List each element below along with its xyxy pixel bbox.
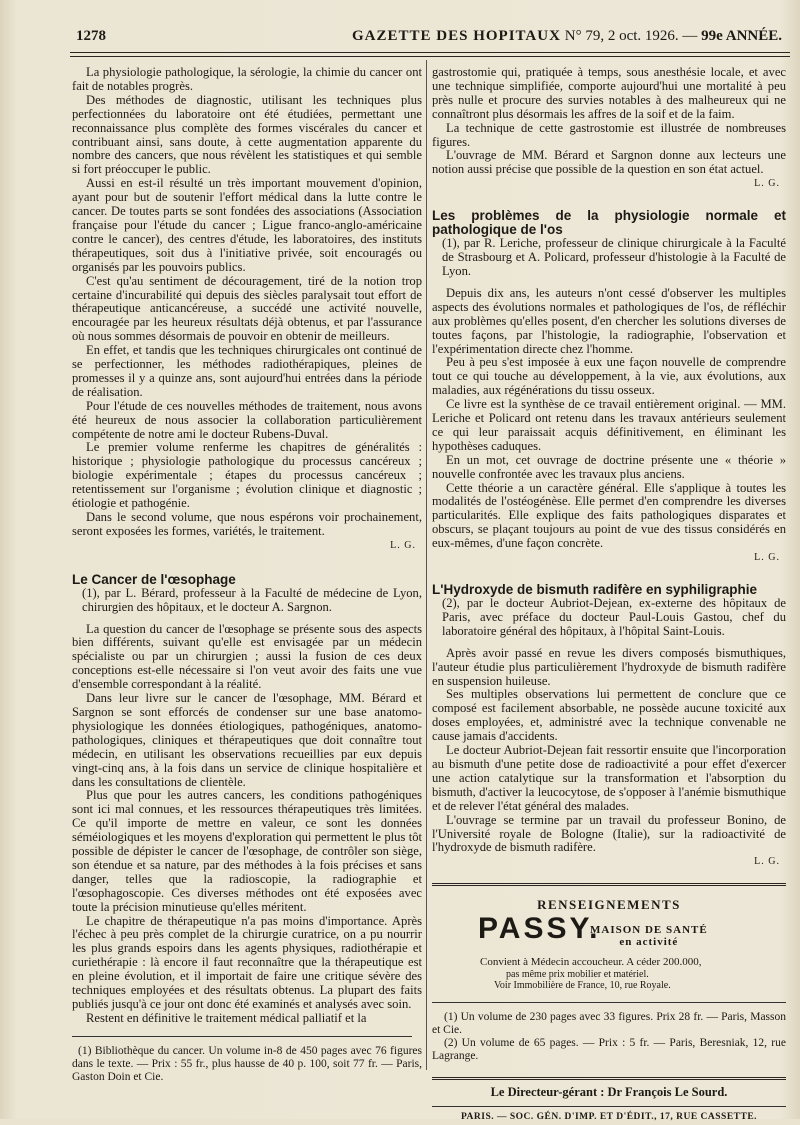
- article-paragraph: Ses multiples observations lui permettent de conclure que ce composé est facilement absorbable, ne possède aucune toxicité aux doses employées, et, administré avec la technique convenable ne cause jamais d'accidents.: [432, 687, 786, 744]
- article-paragraph: Depuis dix ans, les auteurs n'ont cessé d'observer les multiples aspects des évolutions normales et pathologiques de l'os, de réfléchir aux problèmes qu'elles posent, d'en chercher les solutions diverses de toutes façons, par l'histologie, la radiographie, l'observation et l'expérimentation directe chez l'homme.: [432, 285, 786, 356]
- ad-line: Voir Immobilière de France, 10, rue Royale.: [494, 980, 671, 992]
- article-paragraph: Dans leur livre sur le cancer de l'œsophage, MM. Bérard et Sargnon se sont efforcés de condenser sur une base anatomo-physiologique les données étiologiques, pathogéniques, anatomo-pathologiques, cliniques et thérapeutiques que doit connaître tout médecin, en utilisant les observations recueillies par eux depuis vingt-cinq ans, à la fois dans un service de clinique hospitalière et dans les consultations de clientèle.: [72, 691, 422, 789]
- header-rule-2: [70, 56, 790, 57]
- header-rule: [70, 52, 790, 53]
- intro-paragraph: C'est qu'au sentiment de découragement, tiré de la notion trop certaine d'incurabilité qui depuis des siècles paralysait tout effort de thérapeutique anticancéreuse, a succédé une activité nouvelle, encouragée par les heureux résultats déjà obtenus, et par l'assurance où nous sommes désormais de pouvoir en obtenir de meilleurs.: [72, 273, 422, 344]
- renseignements-heading: RENSEIGNEMENTS: [537, 897, 681, 913]
- intro-paragraph: Dans le second volume, que nous espérons voir prochainement, seront exposées les formes, variétés, le traitement.: [72, 510, 422, 538]
- ad-line: Convient à Médecin accoucheur. A céder 200.000,: [480, 956, 702, 969]
- article-byline: (1), par L. Bérard, professeur à la Faculté de médecine de Lyon, chirurgien des hôpitaux, et le docteur A. Sargnon.: [82, 585, 422, 614]
- article-title-lead: Les problèmes de la physiologie normale et pathologique de l'os: [432, 208, 786, 238]
- article-title-lead: Le Cancer de l'œsophage: [72, 571, 236, 587]
- references: [432, 1002, 786, 1063]
- ad-maison-title: MAISON DE SANTÉ: [590, 924, 708, 937]
- right-column: [432, 66, 786, 1125]
- column-divider: [426, 60, 427, 1070]
- ad-line: pas même prix mobilier et matériel.: [506, 969, 649, 981]
- article-byline: (2), par le docteur Aubriot-Dejean, ex-externe des hôpitaux de Paris, avec préface du docteur Paul-Louis Gastou, chef du laboratoire général des hôpitaux, à l'hôpital Saint-Louis.: [442, 596, 786, 638]
- footnote-rule: [72, 1036, 412, 1037]
- review-signature: L. G.: [754, 552, 780, 564]
- ad-maison: [590, 924, 708, 948]
- article-paragraph: Le chapitre de thérapeutique n'a pas moins d'importance. Après l'échec à peu près complet de la chirurgie curatrice, on a pu nourrir les plus grands espoirs dans les agents physiques, radiothérapie et curiethérapie : là encore il faut reconnaître que la thérapeutique est en pleine évolution, et il importait de faire une critique sévère des techniques employées et des résultats obtenus. La plupart des faits publiés jusqu'à ce jour ont donc été examinés et analysés avec soin.: [72, 913, 422, 1011]
- article-byline: (1), par R. Leriche, professeur de clinique chirurgicale à la Faculté de Strasbourg et A. Policard, professeur d'histologie à la Faculté de Lyon.: [442, 236, 786, 278]
- article-paragraph: L'ouvrage se termine par un travail du professeur Bonino, de l'Université royale de Bologne (Italie), sur la radioactivité de l'hydroxyde de bismuth radifère.: [432, 812, 786, 855]
- continuation-paragraph: L'ouvrage de MM. Bérard et Sargnon donne aux lecteurs une notion aussi précise que possible de la question en son état actuel.: [432, 148, 786, 177]
- reference-item: (1) Un volume de 230 pages avec 33 figures. Prix 28 fr. — Paris, Masson et Cie.: [432, 1011, 786, 1037]
- article-title-physiologie-os: [432, 209, 786, 237]
- article-title-cancer-oesophage: [72, 573, 422, 587]
- director-line: Le Directeur-gérant : Dr François Le Sourd.: [432, 1077, 786, 1100]
- continuation-paragraph: gastrostomie qui, pratiquée à temps, sous anesthésie locale, et avec une technique simplifiée, comporte aujourd'hui une mortalité à peu près nulle et procure des survies notables à des malheureux qui ne connaîtront plus désormais les affres de la soif et de la faim.: [432, 65, 786, 121]
- year-note: 99e ANNÉE.: [701, 28, 782, 44]
- article-paragraph: La question du cancer de l'œsophage se présente sous des aspects bien différents, suivant qu'elle est envisagée par un médecin spécialiste ou par un chirurgien ; aussi la fusion de ces deux conceptions est-elle nécessaire si l'on veut avoir des faits une vue d'ensemble correspondant à la réalité.: [72, 621, 422, 692]
- article-paragraph: Restent en définitive le traitement médical palliatif et la: [86, 1010, 367, 1025]
- spacer: [72, 553, 422, 573]
- reference-item: (2) Un volume de 65 pages. — Prix : 5 fr. — Paris, Beresniak, 12, rue Lagrange.: [432, 1037, 786, 1063]
- article-paragraph: Plus que pour les autres cancers, les conditions pathogéniques sont ici mal connues, et les ressources thérapeutiques très limitées. Ce qu'il importe de mettre en valeur, ce sont les données séméiologiques et les moyens d'exploration qui permettent le plus tôt possible de dépister le cancer de l'œsophage, de contrôler son siège, son étendue et sa nature, par des méthodes à la fois précises et sans danger, telles que la radioscopie, la radiographie et l'œsophagoscopie. Ces diverses méthodes ont été exposées avec toute la précision minutieuse qu'elles méritent.: [72, 788, 422, 914]
- review-signature: L. G.: [754, 856, 780, 868]
- review-signature: L. G.: [390, 539, 416, 551]
- classified-ad: [432, 912, 786, 996]
- review-signature: L. G.: [754, 178, 780, 190]
- intro-paragraph: Pour l'étude de ces nouvelles méthodes de traitement, nous avons été heureux de nous associer la collaboration particulièrement compétente de notre ami le docteur Rubens-Duval.: [72, 398, 422, 441]
- spacer: [432, 191, 786, 209]
- issue-info: [565, 28, 782, 45]
- spacer: [432, 565, 786, 583]
- intro-paragraph: Aussi en est-il résulté un très important mouvement d'opinion, ayant pour but de soutenir l'effort médical dans la lutte contre le cancer. De toutes parts se sont fondées des associations (Association française pour l'étude du cancer ; Ligue franco-anglo-américaine contre le cancer), des centres d'étude, les laboratoires, des instituts thérapeutiques, soit dus à l'initiative privée, soit encouragés ou organisés par les pouvoirs publics.: [72, 176, 422, 274]
- article-paragraph: En un mot, cet ouvrage de doctrine présente une « théorie » nouvelle confrontée avec les travaux plus anciens.: [432, 452, 786, 481]
- ad-activite: en activité: [619, 936, 679, 949]
- article-title-lead: L'Hydroxyde de bismuth radifère en syphiligraphie: [432, 582, 758, 597]
- page-header: [70, 28, 790, 50]
- intro-paragraph: En effet, et tandis que les techniques chirurgicales ont continué de se perfectionner, les méthodes radiothérapiques, pleines de promesses il y a quinze ans, sont aujourd'hui entrées dans la période de réalisation.: [72, 343, 422, 399]
- article-paragraph: Peu à peu s'est imposée à eux une façon nouvelle de comprendre tout ce qui touche au développement, à la vie, aux évolutions, aux maladies, aux régénérations du tissu osseux.: [432, 355, 786, 398]
- printer-line: PARIS. — SOC. GÉN. D'IMP. ET D'ÉDIT., 17, RUE CASSETTE.: [432, 1106, 786, 1125]
- article-paragraph: Après avoir passé en revue les divers composés bismuthiques, l'auteur étudie plus particulièrement l'hydroxyde de bismuth radifère en suspension huileuse.: [432, 645, 786, 688]
- section-rule: [432, 883, 786, 886]
- footnote-text: (1) Bibliothèque du cancer. Un volume in-8 de 450 pages avec 76 figures dans le texte. — Prix : 55 fr., plus hausse de 40 p. 100, soit 77 fr. — Paris, Gaston Doin et Cie.: [72, 1044, 422, 1083]
- issue-date: N° 79, 2 oct. 1926. —: [564, 28, 702, 44]
- left-column: [72, 66, 422, 1084]
- continuation-paragraph: La technique de cette gastrostomie est illustrée de nombreuses figures.: [432, 120, 786, 149]
- ad-brand: PASSY.: [478, 912, 601, 946]
- article-paragraph: Le docteur Aubriot-Dejean fait ressortir ensuite que l'incorporation au bismuth d'une petite dose de radioactivité a pour effet d'exercer une action catalytique sur la transformation et l'absorption du bismuth, d'activer la leucocytose, de s'opposer à l'anémie bismuthique et de relever l'état général des malades.: [432, 743, 786, 813]
- article-paragraph: Cette théorie a un caractère général. Elle s'applique à toutes les modalités de l'ostéogénèse. Elle permet d'en comprendre les diverses particularités. Elle explique des faits pathologiques disparates et obscurs, se plaçant toujours au point de vue des tissus considérés en eux-mêmes, d'une façon concrète.: [432, 480, 786, 551]
- intro-paragraph: Des méthodes de diagnostic, utilisant les techniques plus perfectionnées du laboratoire ont été étudiées, permettant une reconnaissance plus complète des formes viscérales du cancer et contribuant ainsi, sans doute, à cette augmentation apparente du nombre des cancers, que nous révèlent les statistiques et qui semble si fort préoccuper le public.: [72, 92, 422, 177]
- page-number: 1278: [76, 28, 106, 44]
- intro-paragraph: Le premier volume renferme les chapitres de généralités : historique ; physiologie pathologique du processus cancéreux ; biologie expérimentale ; étapes du processus cancéreux ; retentissement sur l'organisme ; évolution clinique et diagnostic ; étiologie et pathogénie.: [72, 440, 422, 511]
- footnote: [72, 1045, 422, 1084]
- intro-paragraph: La physiologie pathologique, la sérologie, la chimie du cancer ont fait de notables progrès.: [72, 65, 422, 93]
- journal-title: GAZETTE DES HOPITAUX: [352, 28, 561, 44]
- article-paragraph: Ce livre est la synthèse de ce travail entièrement original. — MM. Leriche et Policard ont retenu dans les travaux antérieurs seulement ce qui leur paraissait acquis définitivement, en éliminant les hypothèses caduques.: [432, 397, 786, 453]
- article-title-bismuth: [432, 583, 786, 597]
